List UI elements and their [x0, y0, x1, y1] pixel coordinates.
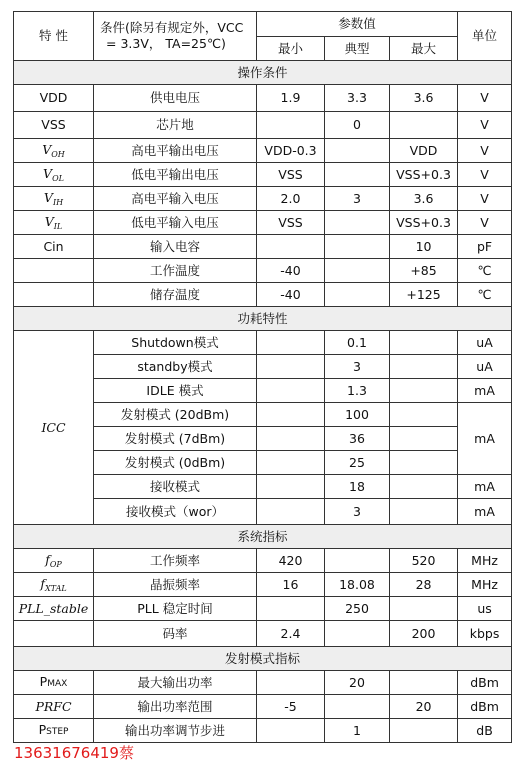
typ: [325, 211, 390, 235]
typ: 25: [325, 451, 390, 475]
contact-phone: 13631676419蔡: [14, 744, 134, 762]
min: [257, 379, 325, 403]
typ: [325, 283, 390, 307]
typ: 18: [325, 475, 390, 499]
min: 1.9: [257, 85, 325, 112]
unit: ℃: [458, 283, 512, 307]
min: [257, 451, 325, 475]
section-power: 功耗特性: [14, 307, 512, 331]
typ: [325, 695, 390, 719]
typ: 3: [325, 187, 390, 211]
min: [257, 671, 325, 695]
typ: 3: [325, 499, 390, 525]
max: 20: [390, 695, 458, 719]
header-max: 最大: [390, 37, 458, 61]
sym-vss: VSS: [14, 112, 94, 139]
section-transmit: 发射模式指标: [14, 647, 512, 671]
desc: 接收模式（wor）: [94, 499, 257, 525]
max: 200: [390, 621, 458, 647]
desc: 晶振频率: [94, 573, 257, 597]
desc: 低电平输入电压: [94, 211, 257, 235]
typ: 1.3: [325, 379, 390, 403]
max: 10: [390, 235, 458, 259]
unit: V: [458, 163, 512, 187]
max: 3.6: [390, 85, 458, 112]
max: [390, 112, 458, 139]
desc: 发射模式 (0dBm): [94, 451, 257, 475]
min: [257, 597, 325, 621]
unit-tx: mA: [458, 403, 512, 475]
max: [390, 403, 458, 427]
typ: 18.08: [325, 573, 390, 597]
sym-cin: Cin: [14, 235, 94, 259]
sym-empty: [14, 259, 94, 283]
unit: uA: [458, 355, 512, 379]
desc: 工作温度: [94, 259, 257, 283]
min: -40: [257, 259, 325, 283]
sym-pll-stable: PLL_stable: [14, 597, 94, 621]
header-condition: 条件(除另有规定外，VCC = 3.3V， TA=25℃): [94, 12, 257, 61]
min: 16: [257, 573, 325, 597]
max: [390, 379, 458, 403]
min: -40: [257, 283, 325, 307]
typ: 20: [325, 671, 390, 695]
max: 28: [390, 573, 458, 597]
unit: us: [458, 597, 512, 621]
min: 2.0: [257, 187, 325, 211]
typ: [325, 235, 390, 259]
spec-table: [13, 11, 512, 743]
max: [390, 597, 458, 621]
desc: 发射模式 (7dBm): [94, 427, 257, 451]
min: VSS: [257, 163, 325, 187]
desc: 输出功率范围: [94, 695, 257, 719]
sym-empty: [14, 621, 94, 647]
desc: IDLE 模式: [94, 379, 257, 403]
max: [390, 427, 458, 451]
desc: 供电电压: [94, 85, 257, 112]
header-params: 参数值: [257, 12, 458, 37]
unit: MHz: [458, 573, 512, 597]
max: [390, 475, 458, 499]
max: [390, 355, 458, 379]
min: [257, 235, 325, 259]
desc: 发射模式 (20dBm): [94, 403, 257, 427]
typ: 36: [325, 427, 390, 451]
unit: pF: [458, 235, 512, 259]
sym-vdd: VDD: [14, 85, 94, 112]
min: 2.4: [257, 621, 325, 647]
typ: [325, 621, 390, 647]
unit: dBm: [458, 671, 512, 695]
max: [390, 671, 458, 695]
sym-vol: $V_{OL}$: [14, 163, 94, 187]
min: 420: [257, 549, 325, 573]
desc: 高电平输出电压: [94, 139, 257, 163]
unit: ℃: [458, 259, 512, 283]
min: VDD-0.3: [257, 139, 325, 163]
min: VSS: [257, 211, 325, 235]
max: VSS+0.3: [390, 211, 458, 235]
min: [257, 427, 325, 451]
typ: 250: [325, 597, 390, 621]
desc: 低电平输出电压: [94, 163, 257, 187]
unit: mA: [458, 499, 512, 525]
header-characteristic: 特 性: [14, 12, 94, 61]
max: 3.6: [390, 187, 458, 211]
max: [390, 451, 458, 475]
unit: dB: [458, 719, 512, 743]
header-unit: 单位: [458, 12, 512, 61]
min: [257, 475, 325, 499]
max: 520: [390, 549, 458, 573]
desc: 接收模式: [94, 475, 257, 499]
header-min: 最小: [257, 37, 325, 61]
unit: V: [458, 187, 512, 211]
min: [257, 719, 325, 743]
unit: dBm: [458, 695, 512, 719]
desc: 工作频率: [94, 549, 257, 573]
max: +125: [390, 283, 458, 307]
sym-prfc: PRFC: [14, 695, 94, 719]
typ: 0: [325, 112, 390, 139]
sym-empty: [14, 283, 94, 307]
typ: 3: [325, 355, 390, 379]
unit: V: [458, 85, 512, 112]
min: [257, 403, 325, 427]
min: [257, 331, 325, 355]
max: VDD: [390, 139, 458, 163]
sym-fxtal: $f_{XTAL}$: [14, 573, 94, 597]
desc: 输入电容: [94, 235, 257, 259]
sym-pstep: PSTEP: [14, 719, 94, 743]
typ: 0.1: [325, 331, 390, 355]
min: [257, 355, 325, 379]
unit: MHz: [458, 549, 512, 573]
typ: 100: [325, 403, 390, 427]
section-system: 系统指标: [14, 525, 512, 549]
max: [390, 331, 458, 355]
desc: 高电平输入电压: [94, 187, 257, 211]
sym-voh: $V_{OH}$: [14, 139, 94, 163]
unit: V: [458, 211, 512, 235]
desc: 码率: [94, 621, 257, 647]
max: [390, 719, 458, 743]
typ: 1: [325, 719, 390, 743]
typ: [325, 163, 390, 187]
unit: V: [458, 112, 512, 139]
typ: [325, 259, 390, 283]
max: [390, 499, 458, 525]
sym-fop: $f_{OP}$: [14, 549, 94, 573]
max: VSS+0.3: [390, 163, 458, 187]
unit: uA: [458, 331, 512, 355]
min: -5: [257, 695, 325, 719]
desc: standby模式: [94, 355, 257, 379]
desc: Shutdown模式: [94, 331, 257, 355]
min: [257, 112, 325, 139]
unit: V: [458, 139, 512, 163]
typ: 3.3: [325, 85, 390, 112]
unit: mA: [458, 475, 512, 499]
max: +85: [390, 259, 458, 283]
typ: [325, 549, 390, 573]
min: [257, 499, 325, 525]
header-typ: 典型: [325, 37, 390, 61]
sym-pmax: PMAX: [14, 671, 94, 695]
sym-vil: $V_{IL}$: [14, 211, 94, 235]
section-operating: 操作条件: [14, 61, 512, 85]
desc: 芯片地: [94, 112, 257, 139]
desc: 输出功率调节步进: [94, 719, 257, 743]
sym-vih: $V_{IH}$: [14, 187, 94, 211]
typ: [325, 139, 390, 163]
desc: 最大输出功率: [94, 671, 257, 695]
unit: mA: [458, 379, 512, 403]
sym-icc: ICC: [14, 331, 94, 525]
desc: 储存温度: [94, 283, 257, 307]
desc: PLL 稳定时间: [94, 597, 257, 621]
unit: kbps: [458, 621, 512, 647]
